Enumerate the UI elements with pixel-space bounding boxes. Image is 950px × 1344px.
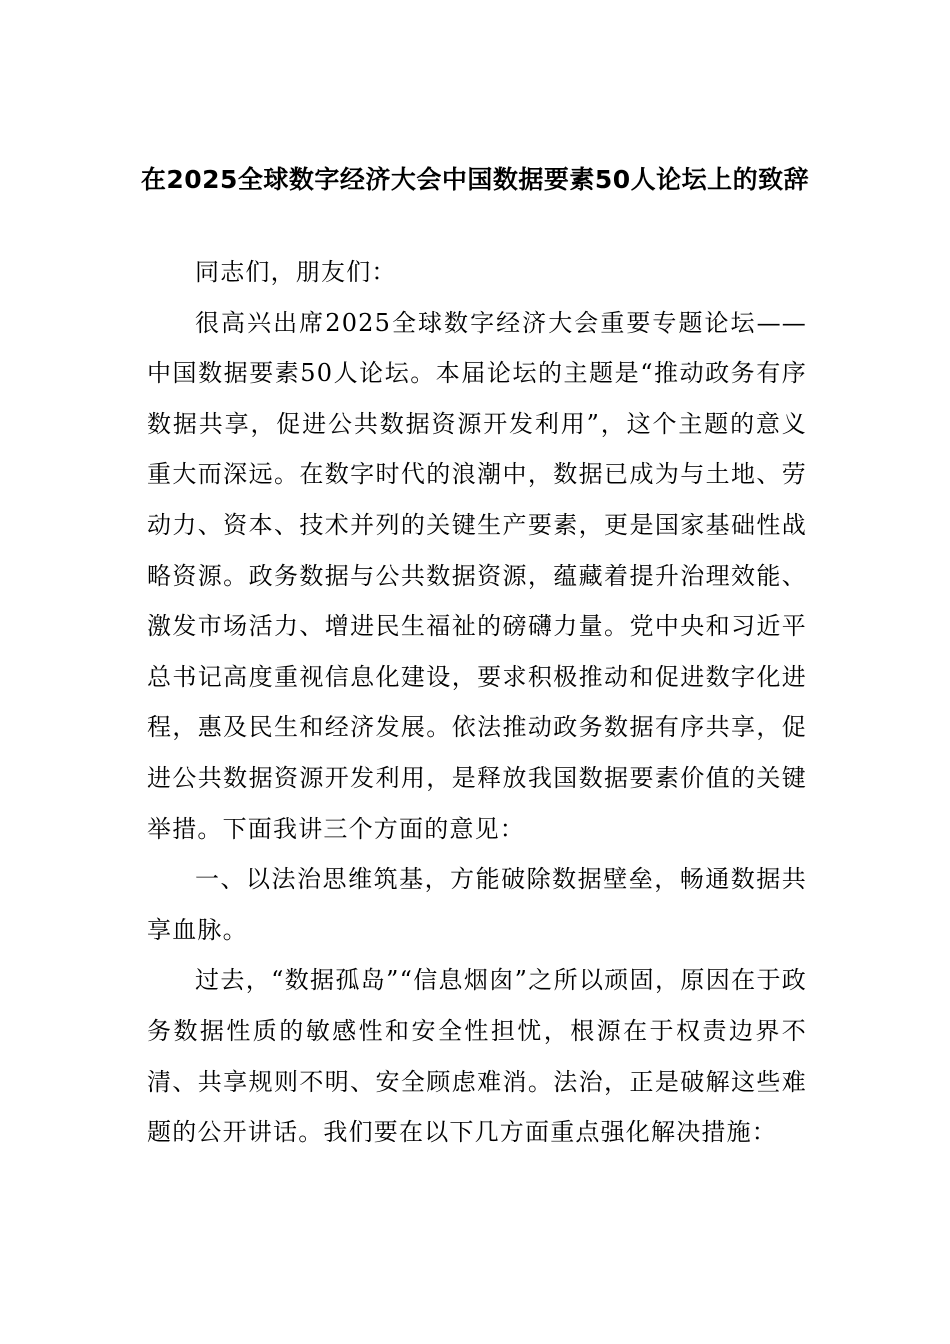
- paragraph-introduction: 很高兴出席2025全球数字经济大会重要专题论坛——中国数据要素50人论坛。本届论坛的主题是“推动政务有序数据共享，促进公共数据资源开发利用”，这个主题的意义重大而深远。在数字时代的浪潮中，数据已成为与土地、劳动力、资本、技术并列的关键生产要素，更是国家基础性战略资源。政务数据与公共数据资源，蕴藏着提升治理效能、激发市场活力、增进民生福祉的磅礴力量。党中央和习近平总书记高度重视信息化建设，要求积极推动和促进数字化进程，惠及民生和经济发展。依法推动政务数据有序共享，促进公共数据资源开发利用，是释放我国数据要素价值的关键举措。下面我讲三个方面的意见：: [147, 308, 807, 843]
- paragraph-greeting: 同志们，朋友们：: [195, 258, 397, 286]
- document-title: 在2025全球数字经济大会中国数据要素50人论坛上的致辞: [140, 165, 810, 194]
- paragraph-section-heading-1: 一、以法治思维筑基，方能破除数据壁垒，畅通数据共享血脉。: [147, 865, 807, 944]
- document-body: [147, 247, 807, 1158]
- paragraph-section-1-body: 过去，“数据孤岛”“信息烟囱”之所以顽固，原因在于政务数据性质的敏感性和安全性担忧，根源在于权责边界不清、共享规则不明、安全顾虑难消。法治，正是破解这些难题的公开讲话。我们要在以下几方面重点强化解决措施：: [147, 966, 807, 1147]
